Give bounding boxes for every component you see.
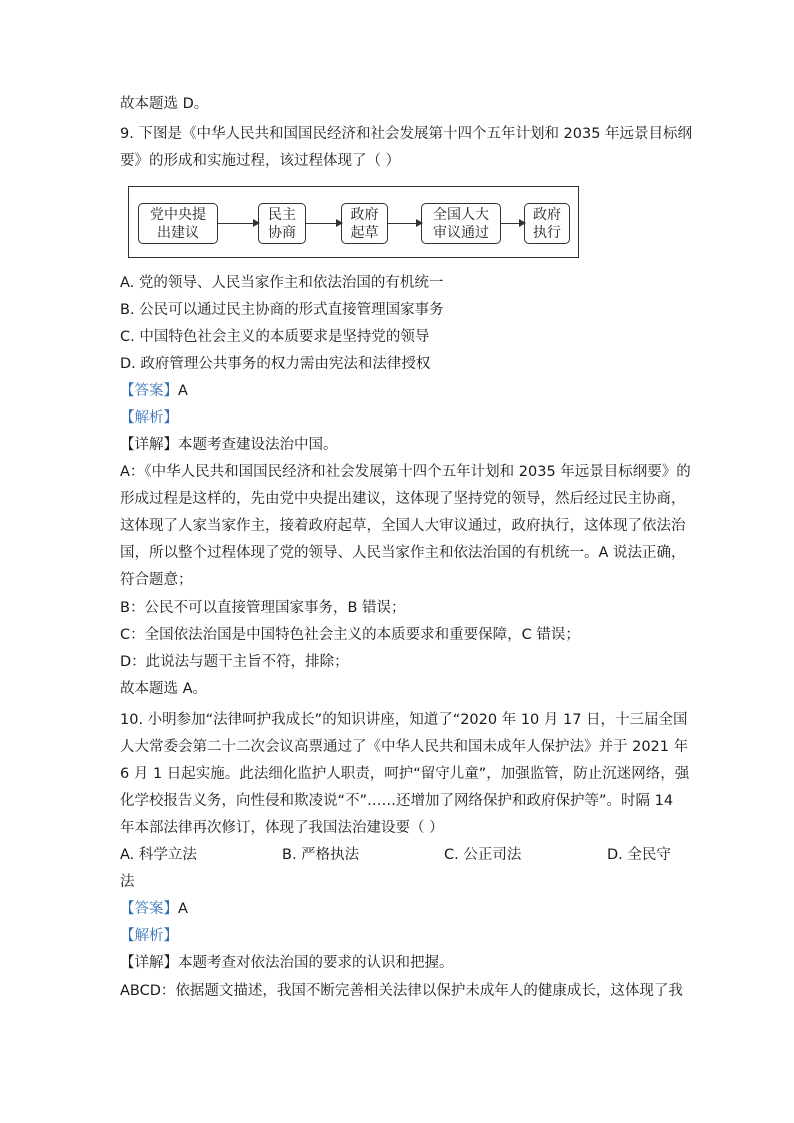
- flow-arrow-4: [501, 223, 524, 224]
- flow-box-4-line-1: 全国人大: [433, 206, 489, 223]
- answer-value: A: [178, 901, 188, 917]
- flow-box-5: [524, 203, 570, 244]
- flow-box-2-line-1: 民主: [268, 206, 296, 223]
- flow-arrow-1: [218, 223, 258, 224]
- analysis-bracket-left: 【: [120, 410, 135, 426]
- q10-answer-line: [120, 899, 188, 919]
- q9-detail-line-3: 形成过程是这样的，先由党中央提出建议，这体现了坚持党的领导，然后经过民主协商，: [120, 491, 686, 507]
- q9-analysis-line: [120, 408, 178, 428]
- q10-detail-line-1: 【详解】本题考查对依法治国的要求的认识和把握。: [120, 955, 454, 971]
- analysis-tag: 解析: [134, 928, 164, 944]
- q10-stem-line-5: 年本部法律再次修订，体现了我国法治建设要（ ）: [120, 820, 444, 836]
- q9-detail-line-10: 故本题选 A。: [120, 681, 208, 697]
- q10-stem-line-2: 人大常委会第二十二次会议高票通过了《中华人民共和国未成年人保护法》并于 2021 年: [120, 739, 689, 755]
- flow-box-5-line-2: 执行: [533, 224, 561, 241]
- flow-box-2-line-2: 协商: [268, 224, 296, 241]
- analysis-bracket-left: 【: [120, 928, 135, 944]
- flow-box-5-line-1: 政府: [533, 206, 561, 223]
- q9-stem-line-1: 9. 下图是《中华人民共和国国民经济和社会发展第十四个五年计划和 2035 年远景目标纲: [120, 126, 693, 142]
- q9-detail-line-6: 符合题意；: [120, 572, 193, 588]
- q10-option-c: C. 公正司法: [444, 847, 522, 863]
- q9-detail-line-4: 这体现了人家当家作主，接着政府起草，全国人大审议通过，政府执行，这体现了依法治: [120, 518, 686, 534]
- answer-bracket-right: 】: [163, 383, 178, 399]
- answer-bracket-right: 】: [163, 901, 178, 917]
- q10-option-a: A. 科学立法: [120, 847, 197, 863]
- process-flow-diagram: [128, 186, 579, 258]
- q10-option-d-wrap: 法: [120, 874, 135, 890]
- answer-bracket-left: 【: [120, 383, 135, 399]
- q9-detail-line-8: C：全国依法治国是中国特色社会主义的本质要求和重要保障，C 错误；: [120, 627, 580, 643]
- prev-answer-line: 故本题选 D。: [120, 96, 209, 112]
- flow-box-1-line-1: 党中央提: [150, 206, 206, 223]
- q10-detail-line-2: ABCD：依据题文描述，我国不断完善相关法律以保护未成年人的健康成长，这体现了我: [120, 983, 683, 999]
- q9-detail-line-7: B：公民不可以直接管理国家事务，B 错误；: [120, 600, 406, 616]
- flow-box-3-line-1: 政府: [350, 206, 379, 223]
- q10-option-d: D. 全民守: [607, 847, 671, 863]
- q9-option-d: D. 政府管理公共事务的权力需由宪法和法律授权: [120, 356, 431, 372]
- flow-box-2: [258, 203, 306, 244]
- flow-box-3: [341, 203, 388, 244]
- q10-analysis-line: [120, 926, 178, 946]
- q10-options-row: [120, 845, 680, 865]
- q9-detail-line-5: 国，所以整个过程体现了党的领导、人民当家作主和依法治国的有机统一。A 说法正确，: [120, 545, 686, 561]
- q10-stem-line-1: 10. 小明参加“法律呵护我成长”的知识讲座，知道了“2020 年 10 月 17 日，十三届全国: [120, 712, 688, 728]
- flow-box-4-line-2: 审议通过: [433, 224, 489, 241]
- q9-detail-line-1: 【详解】本题考查建设法治中国。: [120, 437, 338, 453]
- flow-box-1: [138, 203, 218, 244]
- flow-arrow-3: [388, 223, 421, 224]
- answer-tag: 答案: [134, 383, 164, 399]
- q9-option-a: A. 党的领导、人民当家作主和依法治国的有机统一: [120, 275, 444, 291]
- analysis-bracket-right: 】: [163, 928, 178, 944]
- answer-value: A: [178, 383, 188, 399]
- q9-detail-line-2: A：《中华人民共和国国民经济和社会发展第十四个五年计划和 2035 年远景目标纲要》的: [120, 464, 691, 480]
- q10-stem-line-3: 6 月 1 日起实施。此法细化监护人职责，呵护“留守儿童”，加强监管，防止沉迷网络，强: [120, 766, 690, 782]
- q9-option-c: C. 中国特色社会主义的本质要求是坚持党的领导: [120, 329, 430, 345]
- q9-stem-line-2: 要》的形成和实施过程，该过程体现了（ ）: [120, 153, 401, 169]
- q10-option-b: B. 严格执法: [282, 847, 360, 863]
- answer-tag: 答案: [134, 901, 164, 917]
- analysis-bracket-right: 】: [163, 410, 178, 426]
- q9-option-b: B. 公民可以通过民主协商的形式直接管理国家事务: [120, 302, 444, 318]
- flow-arrow-2: [306, 223, 341, 224]
- analysis-tag: 解析: [134, 410, 164, 426]
- q9-answer-line: [120, 381, 188, 401]
- flow-box-3-line-2: 起草: [350, 224, 379, 241]
- flow-box-1-line-2: 出建议: [157, 224, 199, 241]
- q10-stem-line-4: 化学校报告义务，向性侵和欺凌说“不”……还增加了网络保护和政府保护等”。时隔 14: [120, 793, 674, 809]
- q9-detail-line-9: D：此说法与题干主旨不符，排除；: [120, 654, 349, 670]
- flow-box-4: [421, 203, 501, 244]
- answer-bracket-left: 【: [120, 901, 135, 917]
